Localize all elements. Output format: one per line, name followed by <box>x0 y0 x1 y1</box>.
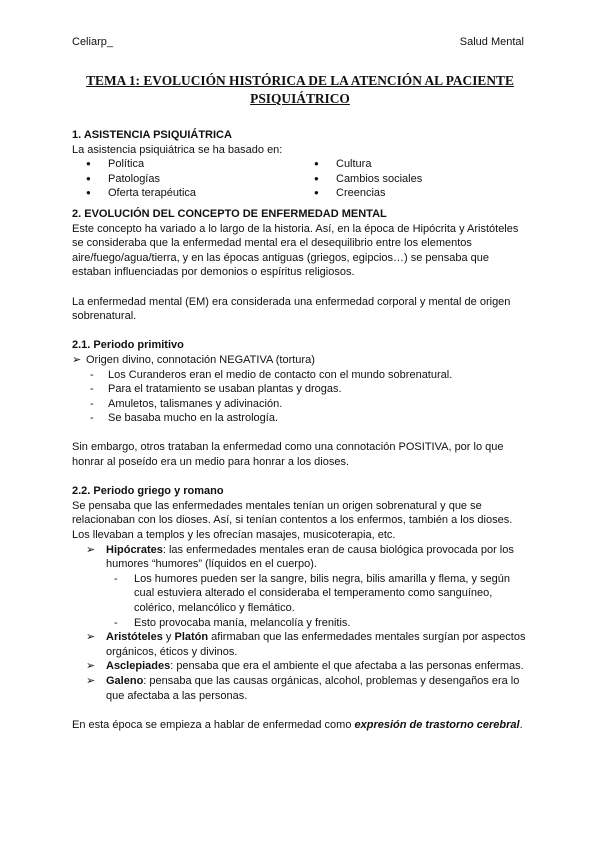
name-hipocrates: Hipócrates <box>106 543 163 556</box>
list-item: ● Oferta terapéutica <box>72 186 300 201</box>
section-2-heading: 2. EVOLUCIÓN DEL CONCEPTO DE ENFERMEDAD MENTAL <box>72 207 387 220</box>
list-item: - Esto provocaba manía, melancolía y frenitis. <box>106 616 528 631</box>
list-item-asclepiades <box>72 659 528 674</box>
closing-emphasis: expresión de trastorno cerebral <box>354 718 520 731</box>
section-2-2-list <box>72 543 528 704</box>
document-body <box>72 128 528 732</box>
list-item: - Los humores pueden ser la sangre, bilis negra, bilis amarilla y flema, y según cual estuviera alterado el consideraba el temperamento como sanguíneo, colérico, melancólico y flemático. <box>106 572 528 616</box>
section-2-1-heading: 2.1. Periodo primitivo <box>72 339 184 352</box>
section-2-1-after: Sin embargo, otros trataban la enfermedad como una connotación POSITIVA, por lo que honrar al poseído era un medio para honrar a los dioses. <box>72 441 504 469</box>
bullet-columns <box>72 157 528 201</box>
list-item: - Los Curanderos eran el medio de contacto con el mundo sobrenatural. <box>72 368 528 383</box>
list-item: ● Patologías <box>72 172 300 187</box>
section-2-2-intro: Se pensaba que las enfermedades mentales tenían un origen sobrenatural y que se relacionaban con los dioses. Así, si tenían contentos a los enfermos, también a los dioses. Los llevaban a templos y les ofrecían masajes, musicoterapia, etc. <box>72 499 513 542</box>
list-item-hipocrates <box>72 543 528 631</box>
conjunction: y <box>162 631 175 644</box>
name-asclepiades: Asclepiades <box>106 660 171 673</box>
list-item-galeno <box>72 674 528 703</box>
header-author: Celiarp_ <box>72 36 113 48</box>
name-aristoteles: Aristóteles <box>106 631 163 644</box>
section-2-paragraph-1: Este concepto ha variado a lo largo de la historia. Así, en la época de Hipócrita y Aristóteles se consideraba que la enfermedad mental era el desequilibrio entre los elementos aire/fuego/agua/tierra, y en las épocas antiguas (griegos, egipcios…) se pensaba que estaban influenciadas por demonios o espíritus religiosos. <box>72 222 519 279</box>
header-subject: Salud Mental <box>459 36 524 48</box>
list-item: ● Cultura <box>300 157 528 172</box>
section-1-intro: La asistencia psiquiátrica se ha basado en: <box>72 143 283 156</box>
text-aristoteles: afirmaban que las enfermedades mentales surgían por aspectos orgánicos, éticos y divinos. <box>106 631 526 658</box>
list-item: ● Política <box>72 157 300 172</box>
document-title: TEMA 1: EVOLUCIÓN HISTÓRICA DE LA ATENCIÓN AL PACIENTE PSIQUIÁTRICO <box>86 73 514 106</box>
text-asclepiades: : pensaba que era el ambiente el que afectaba a las personas enfermas. <box>170 660 524 673</box>
list-item: ● Cambios sociales <box>300 172 528 187</box>
name-platon: Platón <box>174 631 209 644</box>
list-item: - Para el tratamiento se usaban plantas y drogas. <box>72 382 528 397</box>
text-hipocrates: : las enfermedades mentales eran de causa biológica provocada por los humores “humores” (líquidos en el cuerpo). <box>106 543 514 571</box>
list-item: - Se basaba mucho en la astrología. <box>72 411 528 426</box>
section-2-1-arrow-item: ➢ Origen divino, connotación NEGATIVA (tortura) <box>72 353 528 368</box>
section-2-2-closing <box>72 718 528 733</box>
bullet-column-left <box>72 157 300 201</box>
section-2-1-list <box>72 368 528 426</box>
hipocrates-sublist <box>106 572 528 630</box>
bullet-column-right <box>300 157 528 201</box>
text-galeno: : pensaba que las causas orgánicas, alcohol, problemas y desengaños era lo que afectaba a las personas. <box>106 674 520 702</box>
section-2-paragraph-2: La enfermedad mental (EM) era considerada una enfermedad corporal y mental de origen sobrenatural. <box>72 295 511 323</box>
name-galeno: Galeno <box>106 674 144 687</box>
closing-period: . <box>519 718 523 731</box>
list-item: ● Creencias <box>300 186 528 201</box>
list-item: - Amuletos, talismanes y adivinación. <box>72 397 528 412</box>
closing-text: En esta época se empieza a hablar de enfermedad como <box>72 718 355 731</box>
section-2-2-heading: 2.2. Periodo griego y romano <box>72 485 224 498</box>
list-item-aristoteles <box>72 630 528 659</box>
section-1-heading: 1. ASISTENCIA PSIQUIÁTRICA <box>72 129 232 141</box>
